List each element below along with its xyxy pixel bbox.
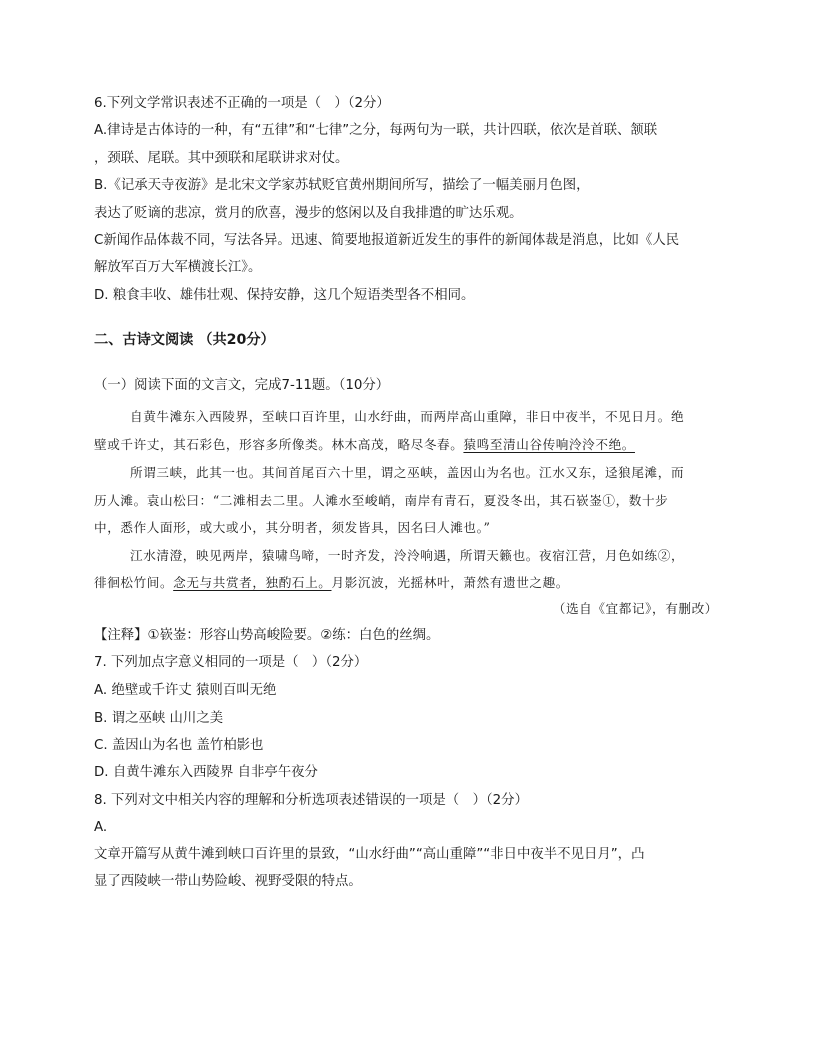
passage-p3-line2-plain-start: 徘徊松竹间。 xyxy=(94,575,174,590)
passage-p3-line2 xyxy=(94,574,569,592)
passage-notes: 【注释】①嵚崟：形容山势高峻险要。②练：白色的丝绸。 xyxy=(94,628,440,643)
q7-option-c: C. 盖因山为名也 盖竹柏影也 xyxy=(94,738,264,753)
reading-intro: （一）阅读下面的文言文，完成7-11题。（10分） xyxy=(94,378,390,393)
passage-p3-line1: 江水清澄，映见两岸，猿啸鸟啼，一时齐发，泠泠响遇，所谓天籁也。夜宿江营，月色如练②， xyxy=(130,548,685,563)
q6-option-a-line2: ，颈联、尾联。其中颈联和尾联讲求对仗。 xyxy=(94,151,349,166)
passage-p2-line2: 历人滩。袁山松曰：“二滩相去二里。人滩水至峻峭，南岸有青石，夏没冬出，其石嵚崟①，数十步 xyxy=(94,493,669,508)
passage-p1-underlined-sentence: 猿鸣至清山谷传响泠泠不绝。 xyxy=(463,437,635,452)
q7-stem: 7. 下列加点字意义相同的一项是（ ）（2分） xyxy=(94,655,368,670)
passage-p3-underlined-sentence: 念无与共赏者，独酌石上。 xyxy=(173,575,332,590)
q6-option-b-line2: 表达了贬谪的悲凉，赏月的欣喜，漫步的悠闲以及自我排遣的旷达乐观。 xyxy=(94,206,523,221)
q6-option-d: D. 粮食丰收、雄伟壮观、保持安静，这几个短语类型各不相同。 xyxy=(94,288,475,303)
passage-p3-line2-plain-end: 月影沉波，光摇林叶，萧然有遗世之趣。 xyxy=(331,575,569,590)
passage-p1-line2 xyxy=(94,436,635,454)
q7-option-a: A. 绝壁或千许丈 猿则百叫无绝 xyxy=(94,683,277,698)
q7-option-b: B. 谓之巫峡 山川之美 xyxy=(94,711,224,726)
q8-option-a-label: A. xyxy=(94,820,108,835)
q6-option-c-line2: 解放军百万大军横渡长江》。 xyxy=(94,260,262,275)
passage-p1-line1: 自黄牛滩东入西陵界，至峡口百许里，山水纡曲，而两岸高山重障，非日中夜半，不见日月。绝 xyxy=(130,409,685,424)
q6-option-a-line1: A.律诗是古体诗的一种，有“五律”和“七律”之分，每两句为一联，共计四联，依次是首联、颔联 xyxy=(94,123,658,138)
passage-p1-line2-plain: 壁或千许丈，其石彩色，形容多所像类。林木高茂，略尽冬春。 xyxy=(94,437,464,452)
q8-stem: 8. 下列对文中相关内容的理解和分析选项表述错误的一项是（ ）（2分） xyxy=(94,793,528,808)
passage-p2-line1: 所谓三峡，此其一也。其间首尾百六十里，谓之巫峡，盖因山为名也。江水又东，迳狼尾滩，而 xyxy=(130,465,685,480)
passage-p2-line3: 中，悉作人面形，或大或小，其分明者，须发皆具，因名曰人滩也。” xyxy=(94,520,491,535)
q8-option-a-line1: 文章开篇写从黄牛滩到峡口百许里的景致，“山水纡曲”“高山重障”“非日中夜半不见日月”，凸 xyxy=(94,847,645,862)
q6-stem: 6.下列文学常识表述不正确的一项是（ ）（2分） xyxy=(94,96,390,111)
q8-option-a-line2: 显了西陵峡一带山势险峻、视野受限的特点。 xyxy=(94,874,362,889)
q6-option-b-line1: B.《记承天寺夜游》是北宋文学家苏轼贬官黄州期间所写，描绘了一幅美丽月色图， xyxy=(94,178,590,193)
q6-option-c-line1: C新闻作品体裁不同，写法各异。迅速、简要地报道新近发生的事件的新闻体裁是消息，比如《人民 xyxy=(94,233,680,248)
q7-option-d: D. 自黄牛滩东入西陵界 自非亭午夜分 xyxy=(94,765,318,780)
passage-source: （选自《宜都记》，有删改） xyxy=(552,601,718,616)
section-2-title: 二、古诗文阅读 （共20分） xyxy=(94,332,275,348)
